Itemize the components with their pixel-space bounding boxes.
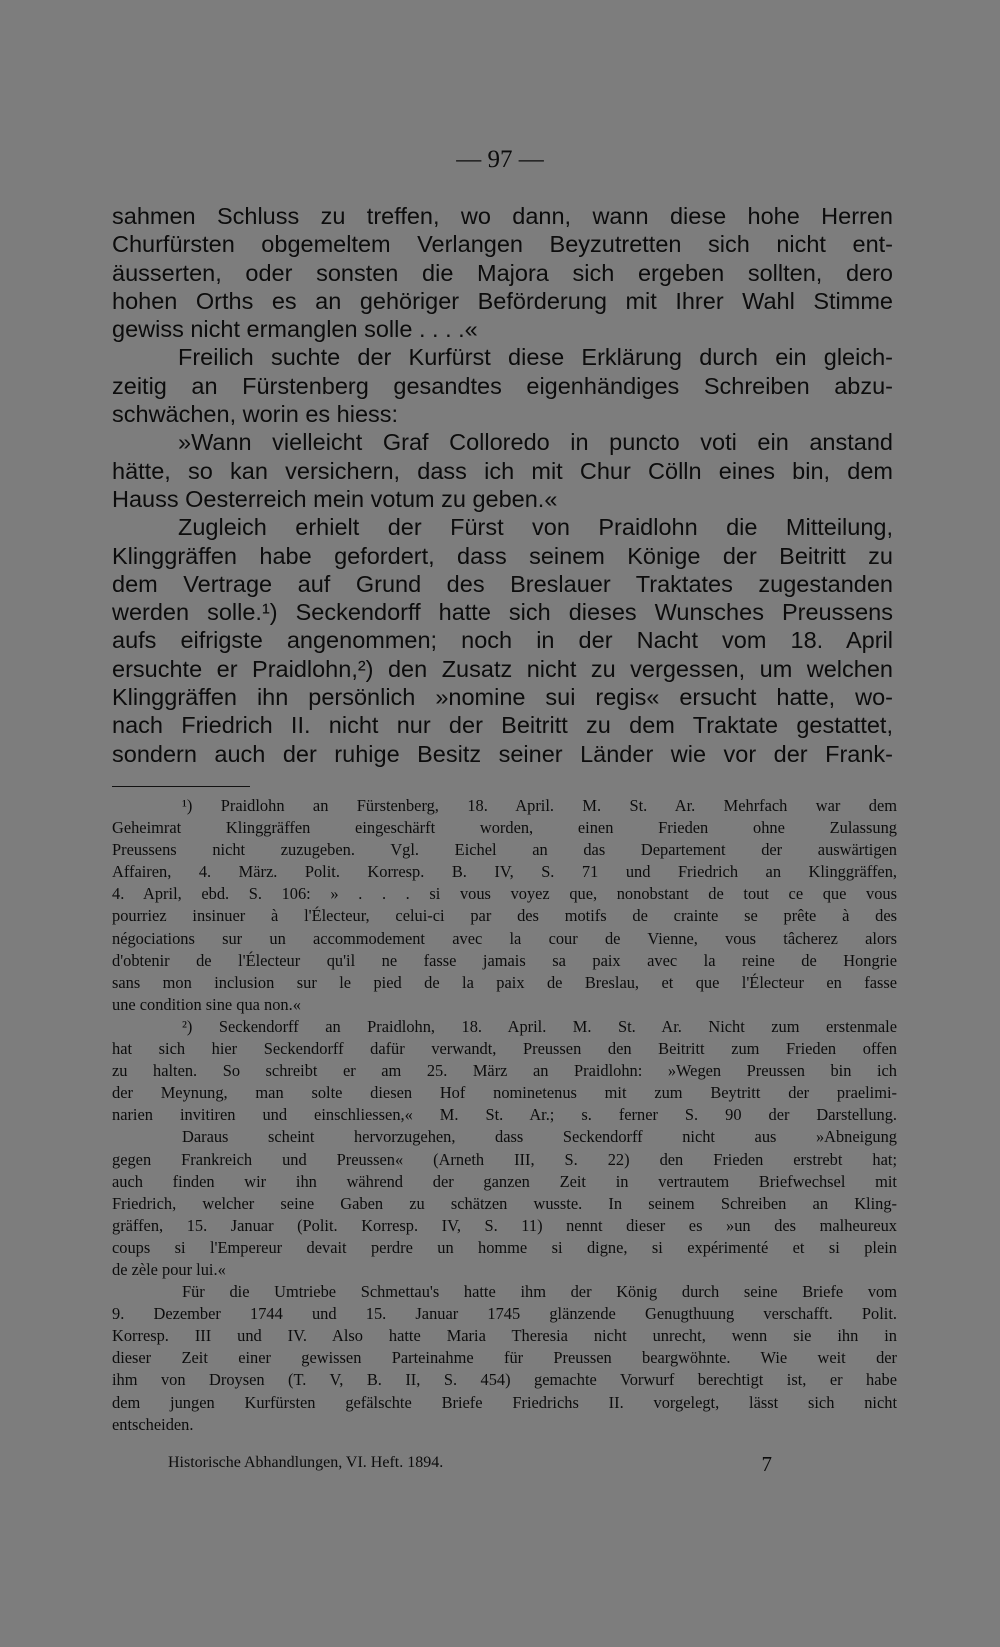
text-line: ersuchte er Praidlohn,²) den Zusatz nicht zu vergessen, um welchen [112, 655, 893, 682]
main-text [112, 202, 893, 768]
footnote-line: Daraus scheint hervorzugehen, dass Seckendorff nicht aus »Abneigung [182, 1127, 897, 1147]
footnote-line: narien invitiren und einschliessen,« M. St. Ar.; s. ferner S. 90 der Darstellung. [112, 1105, 897, 1125]
footnotes [112, 795, 897, 1436]
footnote-line: auch finden wir ihn während der ganzen Zeit in vertrautem Briefwechsel mit [112, 1171, 897, 1191]
text-line: nach Friedrich II. nicht nur der Beitritt zu dem Traktate gestattet, [112, 712, 893, 739]
page-footer [168, 1452, 788, 1476]
footnote-line: coups si l'Empereur devait perdre un homme si digne, si expérimenté et si plein [112, 1237, 897, 1257]
text-line: Klinggräffen ihn persönlich »nomine sui regis« ersucht hatte, wo- [112, 684, 893, 711]
text-line: Freilich suchte der Kurfürst diese Erklärung durch ein gleich- [178, 344, 893, 371]
text-line: werden solle.¹) Seckendorff hatte sich dieses Wunsches Preussens [112, 599, 893, 626]
footnote-line: dieser Zeit einer gewissen Parteinahme für Preussen beargwöhnte. Wie weit der [112, 1348, 897, 1368]
page-number: — 97 — [456, 146, 544, 173]
footnote-rule [112, 786, 250, 787]
footnote-line: Korresp. III und IV. Also hatte Maria Theresia nicht unrecht, wenn sie ihn in [112, 1326, 897, 1346]
quote-line: »Wann vielleicht Graf Colloredo in puncto voti ein anstand [178, 429, 893, 456]
signature-mark: 7 [761, 1452, 772, 1476]
text-line: gewiss nicht ermanglen solle . . . .« [112, 316, 478, 343]
footnote-line: zu halten. So schreibt er am 25. März an Praidlohn: »Wegen Preussen bin ich [112, 1061, 897, 1081]
text-line: sondern auch der ruhige Besitz seiner Länder wie vor der Frank- [112, 740, 893, 767]
footnote-line: entscheiden. [112, 1414, 194, 1434]
footnote-line: dem jungen Kurfürsten gefälschte Briefe Friedrichs II. vorgelegt, lässt sich nicht [112, 1392, 897, 1412]
footnote-line: ²) Seckendorff an Praidlohn, 18. April. M. St. Ar. Nicht zum erstenmale [182, 1016, 897, 1036]
footnote-line: Friedrich, welcher seine Gaben zu schätzen wusste. In seinem Schreiben an Kling- [112, 1193, 897, 1213]
footnote-line: Für die Umtriebe Schmettau's hatte ihm der König durch seine Briefe vom [182, 1282, 897, 1302]
series-title: Historische Abhandlungen, VI. Heft. 1894. [168, 1454, 444, 1471]
text-line: Zugleich erhielt der Fürst von Praidlohn die Mitteilung, [178, 514, 893, 541]
footnote-line: ¹) Praidlohn an Fürstenberg, 18. April. M. St. Ar. Mehrfach war dem [182, 796, 897, 815]
footnote-line: hat sich hier Seckendorff dafür verwandt, Preussen den Beitritt zum Frieden offen [112, 1039, 897, 1059]
quote-line: Hauss Oesterreich mein votum zu geben.« [112, 485, 558, 512]
footnote-line: 9. Dezember 1744 und 15. Januar 1745 glänzende Genugthuung verschafft. Polit. [112, 1304, 897, 1324]
footnote-line: ihm von Droysen (T. V, B. II, S. 454) gemachte Vorwurf berechtigt ist, er habe [112, 1370, 897, 1390]
footnote-line: négociations sur un accommodement avec la cour de Vienne, vous tâcherez alors [112, 928, 897, 948]
footnote-line: Preussens nicht zuzugeben. Vgl. Eichel an das Departement der auswärtigen [112, 840, 897, 860]
footnote-line: pourriez insinuer à l'Électeur, celui-ci par des motifs de crainte se prête à des [112, 906, 897, 926]
text-line: dem Vertrage auf Grund des Breslauer Traktates zugestanden [112, 570, 893, 597]
footnote-line: Geheimrat Klinggräffen eingeschärft worden, einen Frieden ohne Zulassung [112, 818, 897, 838]
footnote-line: de zèle pour lui.« [112, 1259, 226, 1279]
footnote-line: gegen Frankreich und Preussen« (Arneth III, S. 22) den Frieden erstrebt hat; [112, 1149, 897, 1169]
text-line: schwächen, worin es hiess: [112, 401, 399, 428]
text-line: hohen Orths es an gehöriger Beförderung mit Ihrer Wahl Stimme [112, 287, 893, 314]
text-line: aufs eifrigste angenommen; noch in der Nacht vom 18. April [112, 627, 893, 654]
footnote-line: 4. April, ebd. S. 106: » . . . si vous voyez que, nonobstant de tout ce que vous [112, 884, 897, 904]
footnote-line: sans mon inclusion sur le pied de la paix de Breslau, et que l'Électeur en fasse [112, 972, 897, 992]
footnote-line: Affairen, 4. März. Polit. Korresp. B. IV, S. 71 und Friedrich an Klinggräffen, [112, 862, 897, 882]
text-line: Churfürsten obgemeltem Verlangen Beyzutretten sich nicht ent- [112, 231, 893, 258]
footnote-line: gräffen, 15. Januar (Polit. Korresp. IV, S. 11) nennt dieser es »un des malheureux [112, 1215, 897, 1235]
footnote-line: der Meynung, man solte diesen Hof nominetenus mit zum Beytritt der praelimi- [112, 1083, 897, 1103]
text-line: zeitig an Fürstenberg gesandtes eigenhändiges Schreiben abzu- [112, 372, 893, 399]
text-line: Klinggräffen habe gefordert, dass seinem Könige der Beitritt zu [112, 542, 893, 569]
text-line: äusserten, oder sonsten die Majora sich ergeben sollten, dero [112, 259, 893, 286]
footnote-line: d'obtenir de l'Électeur qu'il ne fasse jamais sa paix avec la reine de Hongrie [112, 950, 897, 970]
quote-line: hätte, so kan versichern, dass ich mit Chur Cölln eines bin, dem [112, 457, 893, 484]
text-line: sahmen Schluss zu treffen, wo dann, wann diese hohe Herren [112, 203, 893, 229]
footnote-line: une condition sine qua non.« [112, 994, 301, 1014]
